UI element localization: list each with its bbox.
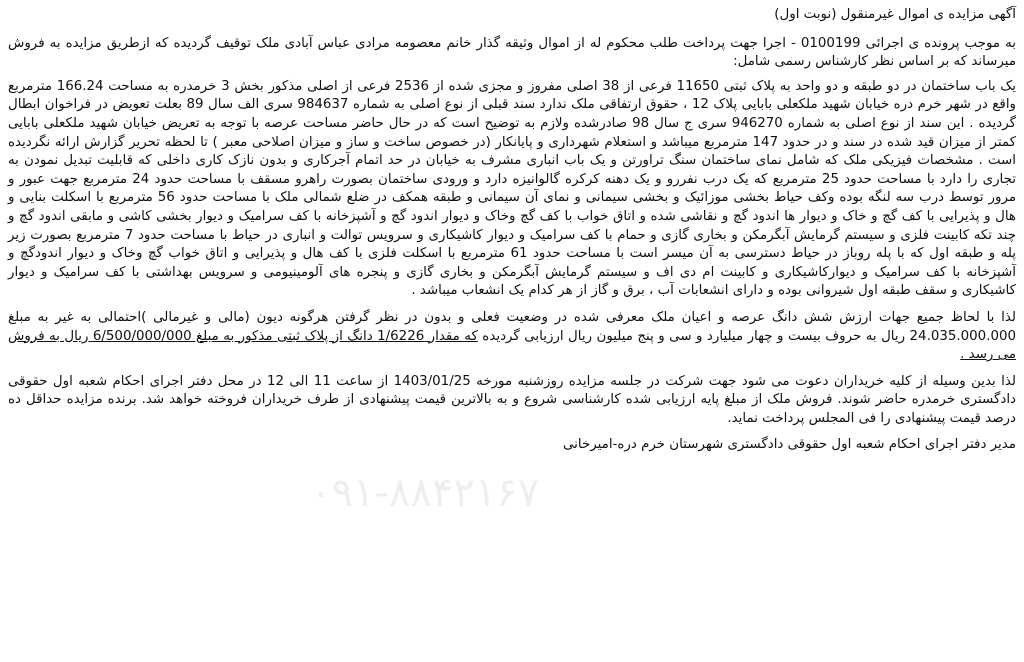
watermark-phone-number: ۰۹۱-۸۸۴۲۱۶۷ xyxy=(310,470,540,516)
intro-paragraph: به موجب پرونده ی اجرائی 0100199 - اجرا جهت پرداخت طلب محکوم له از اموال وثیقه گذار خانم معصومه مرادی عباس آبادی ملک توقیف گردیده که ازطریق مزایده به فروش میرساند که بر اساس نظر کارشناس رسمی شامل: xyxy=(8,35,1016,70)
valuation-paragraph xyxy=(8,309,1016,365)
valuation-text: لذا با لحاظ جمیع جهات ارزش شش دانگ عرصه و اعیان ملک معرفی شده در وضعیت فعلی و بدون در نظر گرفتن هرگونه دیون (مالی و غیرمالی )احتمالی به غیر به مبلغ 24.035.000.000 ریال به حروف بیست و چهار میلیارد و سی و پنج میلیون ریال ارزیابی گردیده xyxy=(8,309,1017,344)
auction-invitation-paragraph: لذا بدین وسیله از کلیه خریداران دعوت می شود جهت شرکت در جلسه مزایده روزشنبه مورخه 1403/01/25 از ساعت 11 الی 12 در محل دفتر اجرای احکام شعبه اول حقوقی دادگستری خرمدره حاضر شوند. فروش ملک از مبلغ پایه ارزیابی شده کارشناسی شروع و به بالاترین قیمت پیشنهادی از طرف خریداران فروخته خواهد شد. برنده مزایده حداقل ده درصد قیمت پیشنهادی را فی المجلس پرداخت نماید. xyxy=(8,373,1016,426)
valuation-underlined-text: که مقدار 1/6226 دانگ از پلاک ثبتی مذکور به مبلغ 6/500/000/000 ریال به فروش می رسد . xyxy=(8,328,1016,363)
property-description-paragraph: یک باب ساختمان در دو طبقه و دو واحد به پلاک ثبتی 11650 فرعی از 38 اصلی مفروز و مجزی شده از 2536 فرعی از اصلی مذکور بخش 3 خرمدره به مساحت 166.24 مترمربع واقع در شهر خرم دره خیابان شهید ملکعلی بابایی پلاک 12 ، حقوق ارتفاقی ملک ندارد سند قبلی از نوع اصلی به شماره 984637 سری الف سال 89 بعلت تعویض در فراخوان ابطال گردیده . این سند از نوع اصلی به شماره 946270 سری ج سال 98 صادرشده ولازم به توضیح است که در حال حاضر مساحت عرصه با توجه به تعریض خیابان شهید ملکعلی بابایی کمتر از میزان قید شده در سند و در حدود 147 مترمربع میباشد و استعلام شهرداری و پایانکار (در خصوص ساخت و ساز و میزان اصلاحی معبر ) تا لحظه تحریر گزارش ارائه نگردیده است . مشخصات فیزیکی ملک که شامل نمای ساختمان سنگ تراورتن و یک باب انباری مشرف به خیابان در حد اتمام آجرکاری و بدون نازک کاری داخلی که قابلیت تبدیل نمودن به تجاری را دارد با مساحت حدود 25 مترمربع که یک درب نفررو و یک دهنه کرکره گالوانیزه دارد و ورودی ساختمان بصورت راهرو مسقف با مساحت حدود 24 مترمربع جهت عبور و مرور توسط درب سه لنگه بوده وکف حیاط بخشی موزائیک و بخشی سیمانی و نمای آن سیمانی و طبقه همکف در ضلع شمالی ملک با مساحت حدود 56 مترمربع با اسکلت بنایی و هال و پذیرایی با کف گچ و خاک و دیوار ها اندود گچ و نقاشی شده و اتاق خواب با کف گچ وخاک و دیوار اندود گچ و آشپزخانه با کف سرامیک و دیوار بخشی کاشی و مابقی اندود گچ و چند تکه کابینت فلزی و سیستم گرمایش آبگرمکن و بخاری گازی و حمام با کف سرامیک و دیوار کاشیکاری و سرویس توالت و انباری در حیاط با مساحت حدود 7 مترمربع بصورت زیر پله و طبقه اول که با پله روباز در حیاط دسترسی به آن میسر است با مساحت حدود 61 مترمربع با اسکلت فلزی با کف هال و پذیرایی و اتاق خواب گچ وخاک و دیوار اندودگچ و آشپزخانه با کف سرامیک و دیوارکاشیکاری و کابینت ام دی اف و سیستم گرمایش آبگرمکن و بخاری گازی و پنجره های آلومینیومی و سرویس بهداشتی با کف سرامیک و دیوار کاشیکاری و سقف طبقه اول شیروانی بوده و دارای انشعابات آب ، برق و گاز از هر کدام یک انشعاب میباشد . xyxy=(8,78,1017,299)
notice-title: آگهی مزایده ی اموال غیرمنقول (نوبت اول) xyxy=(774,7,1016,22)
signature-line: مدیر دفتر اجرای احکام شعبه اول حقوقی دادگستری شهرستان خرم دره-امیرخانی xyxy=(562,437,1016,453)
auction-notice-document xyxy=(8,6,1016,656)
